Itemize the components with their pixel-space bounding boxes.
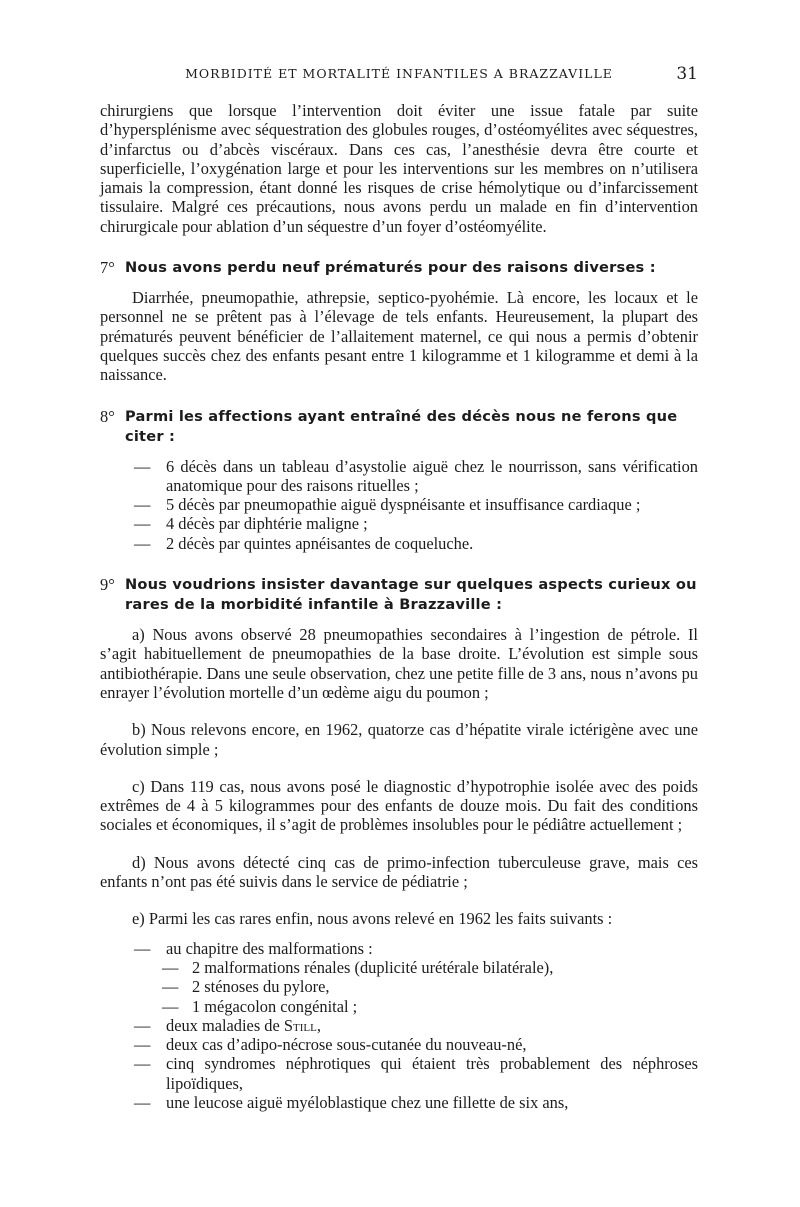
list-item <box>100 958 698 977</box>
section-9-e-list <box>100 939 698 958</box>
section-9-heading <box>100 575 698 615</box>
still-name: Still, <box>283 1015 321 1035</box>
dash-mark: — <box>134 514 151 534</box>
section-7-paragraph: Diarrhée, pneumopathie, athrepsie, septico-pyohémie. Là encore, les locaux et le personnel ne se prêtent pas à l’élevage de tels enfants. Heureusement, la plupart des prématurés peuvent bénéficier de l’allaitement maternel, ce qui nous a permis d’obtenir quelques succès chez des enfants pesant entre 1 kilogramme et 1 kilogramme et demi à la naissance. <box>100 288 698 385</box>
list-item-text: 2 sténoses du pylore, <box>192 977 330 997</box>
dash-mark: — <box>134 1015 151 1035</box>
malformations-list <box>100 958 698 1016</box>
dash-mark: — <box>134 1035 151 1055</box>
section-9-number: 9° <box>100 575 115 595</box>
section-9-paragraph-a: a) Nous avons observé 28 pneumopathies secondaires à l’ingestion de pétrole. Il s’agit habituellement de pneumopathies de la base droite. L’évolution est simple sous antibiothérapie. Dans une seule observation, chez une petite fille de 3 ans, nous n’avons pu enrayer l’évolution mortelle d’un œdème aigu du poumon ; <box>100 625 698 702</box>
section-9-title: Nous voudrions insister davantage sur quelques aspects curieux ou rares de la morbidité infantile à Brazzaville : <box>125 576 697 614</box>
list-item <box>100 1093 698 1112</box>
section-9-paragraph-d: d) Nous avons détecté cinq cas de primo-infection tuberculeuse grave, mais ces enfants n’ont pas été suivis dans le service de pédiatrie ; <box>100 852 698 892</box>
dash-mark: — <box>134 1092 151 1112</box>
section-9-paragraph-e: e) Parmi les cas rares enfin, nous avons relevé en 1962 les faits suivants : <box>132 909 613 929</box>
list-item <box>100 977 698 996</box>
section-9-e-list-continued <box>100 1016 698 1112</box>
dash-mark: — <box>134 533 151 553</box>
list-item <box>100 1035 698 1054</box>
list-item <box>100 457 698 496</box>
list-item-text: deux cas d’adipo-nécrose sous-cutanée du nouveau-né, <box>166 1035 527 1055</box>
list-item <box>100 1054 698 1093</box>
section-9-paragraph-b: b) Nous relevons encore, en 1962, quatorze cas d’hépatite virale ictérigène avec une évolution simple ; <box>100 720 698 759</box>
list-item-text: 6 décès dans un tableau d’asystolie aiguë chez le nourrisson, sans vérification anatomique pour des raisons rituelles ; <box>166 456 698 495</box>
list-item <box>100 1016 698 1035</box>
list-item <box>100 939 698 958</box>
list-item <box>100 534 698 553</box>
running-head: MORBIDITÉ ET MORTALITÉ INFANTILES A BRAZZAVILLE <box>185 66 613 81</box>
list-item <box>100 997 698 1016</box>
intro-paragraph: chirurgiens que lorsque l’intervention doit éviter une issue fatale par suite d’hypersplénisme avec séquestration des globules rouges, d’ostéomyélites avec séquestres, d’infarctus ou d’abcès viscéraux. Dans ces cas, l’anesthésie devra être courte et superficielle, l’oxygénation large et pour les interventions sur les membres on n’utilisera jamais la compression, étant donné les risques de crise hémolytique ou d’infarcissement tissulaire. Malgré ces précautions, nous avons perdu un malade en fin d’intervention chirurgicale pour ablation d’un séquestre d’un foyer d’ostéomyélite. <box>100 101 698 236</box>
section-9-paragraph-c: c) Dans 119 cas, nous avons posé le diagnostic d’hypotrophie isolée avec des poids extrêmes de 4 à 5 kilogrammes pour des enfants de douze mois. Du fait des conditions sociales et économiques, il s’agit de problèmes insolubles pour le pédiâtre actuellement ; <box>100 776 698 835</box>
list-item-text: une leucose aiguë myéloblastique chez une fillette de six ans, <box>166 1092 569 1112</box>
page-number: 31 <box>676 64 698 84</box>
list-item-text: cinq syndromes néphrotiques qui étaient très probablement des néphroses lipoïdiques, <box>166 1054 698 1093</box>
list-item-text: 2 malformations rénales (duplicité urétérale bilatérale), <box>192 957 554 977</box>
dash-mark: — <box>134 1054 151 1074</box>
section-8-number: 8° <box>100 406 115 426</box>
dash-mark: — <box>134 456 151 476</box>
list-item-text: 2 décès par quintes apnéisantes de coqueluche. <box>166 533 474 553</box>
section-7-heading <box>100 258 698 278</box>
section-8-title: Parmi les affections ayant entraîné des décès nous ne ferons que citer : <box>125 407 678 445</box>
list-item-text: 5 décès par pneumopathie aiguë dyspnéisante et insuffisance cardiaque ; <box>166 495 641 515</box>
page-header <box>100 64 698 84</box>
dash-mark: — <box>134 495 151 515</box>
list-item-text: au chapitre des malformations : <box>166 938 373 958</box>
section-8-heading <box>100 407 698 447</box>
list-item <box>100 495 698 514</box>
dash-mark: — <box>134 938 151 958</box>
section-7-title: Nous avons perdu neuf prématurés pour des raisons diverses : <box>125 259 656 277</box>
section-8-list <box>100 457 698 553</box>
list-item-text: deux maladies de <box>166 1015 280 1035</box>
section-7-number: 7° <box>100 258 115 278</box>
dash-mark: — <box>162 957 179 977</box>
page-body <box>100 101 698 1112</box>
dash-mark: — <box>162 977 179 997</box>
dash-mark: — <box>162 996 179 1016</box>
list-item-text: 4 décès par diphtérie maligne ; <box>166 514 368 534</box>
list-item <box>100 514 698 533</box>
list-item-text: 1 mégacolon congénital ; <box>192 996 358 1016</box>
